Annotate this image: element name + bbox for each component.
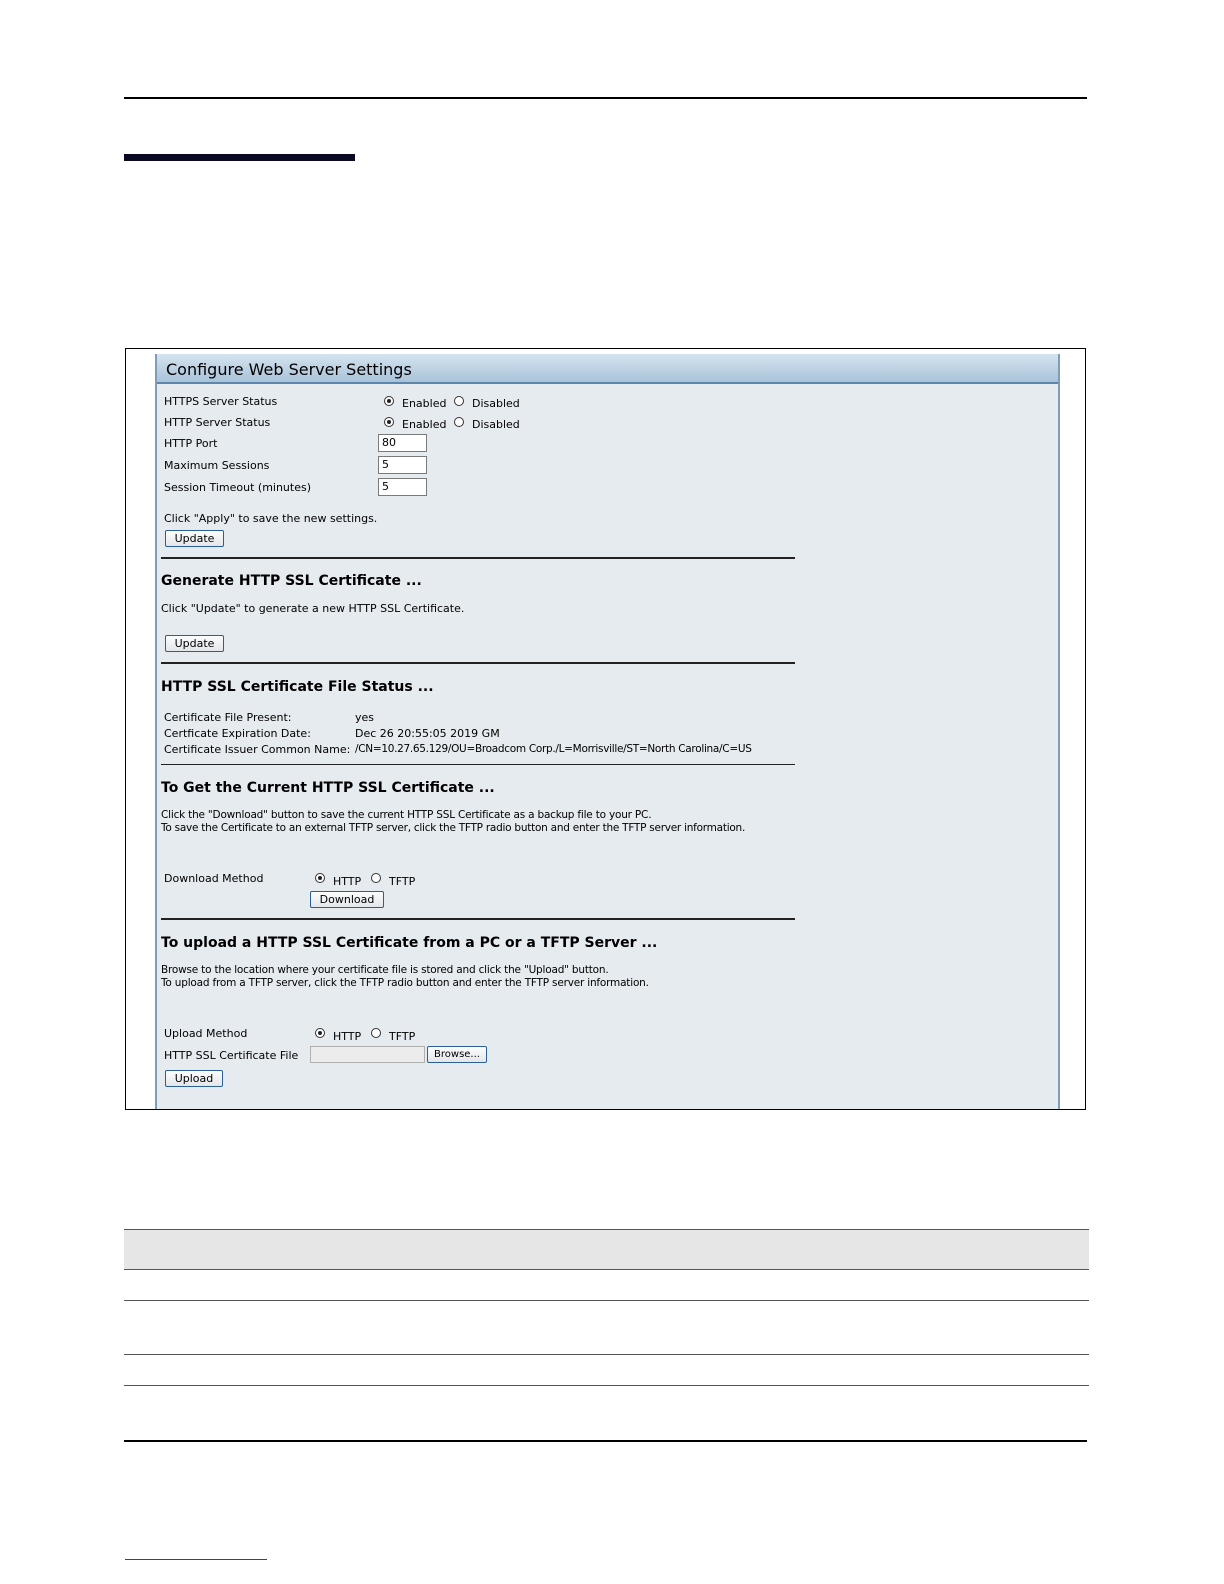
cert-issuer-value: /CN=10.27.65.129/OU=Broadcom Corp./L=Morrisville/ST=North Carolina/C=US [355, 743, 752, 755]
https-disabled-label: Disabled [472, 397, 520, 410]
upload-button[interactable]: Upload [165, 1070, 223, 1087]
table-row-divider [124, 1269, 1089, 1270]
http-disabled-radio[interactable] [454, 417, 464, 427]
download-tftp-radio[interactable] [371, 873, 381, 883]
generate-update-button[interactable]: Update [165, 635, 224, 652]
generate-note: Click "Update" to generate a new HTTP SSL Certificate. [161, 602, 465, 615]
download-http-radio[interactable] [315, 873, 325, 883]
table-header-row [124, 1230, 1089, 1269]
https-disabled-radio[interactable] [454, 396, 464, 406]
cert-status-heading: HTTP SSL Certificate File Status ... [161, 679, 434, 695]
upload-note-1: Browse to the location where your certificate file is stored and click the "Upload" button. [161, 964, 609, 976]
download-http-label: HTTP [333, 875, 362, 888]
section-title-bar [124, 154, 355, 161]
http-status-label: HTTP Server Status [164, 416, 271, 429]
http-enabled-radio[interactable] [384, 417, 394, 427]
max-sessions-input[interactable]: 5 [378, 456, 427, 474]
upload-tftp-label: TFTP [389, 1030, 416, 1043]
cert-present-label: Certificate File Present: [164, 711, 292, 724]
https-enabled-radio[interactable] [384, 396, 394, 406]
section-divider [161, 918, 795, 920]
browse-button[interactable]: Browse... [427, 1046, 487, 1063]
section-divider [161, 557, 795, 559]
table-bottom-rule [124, 1440, 1087, 1442]
cert-expiration-value: Dec 26 20:55:05 2019 GM [355, 727, 500, 740]
screenshot-frame [125, 348, 1086, 1110]
cert-present-value: yes [355, 711, 375, 724]
upload-heading: To upload a HTTP SSL Certificate from a PC or a TFTP Server ... [161, 935, 658, 951]
https-enabled-label: Enabled [402, 397, 447, 410]
upload-method-label: Upload Method [164, 1027, 248, 1040]
apply-note: Click "Apply" to save the new settings. [164, 512, 378, 525]
web-server-settings-panel [155, 354, 1060, 1109]
download-note-2: To save the Certificate to an external TFTP server, click the TFTP radio button and enter the TFTP server information. [161, 822, 746, 834]
upload-http-label: HTTP [333, 1030, 362, 1043]
table-row-divider [124, 1300, 1089, 1301]
upload-file-label: HTTP SSL Certificate File [164, 1049, 299, 1062]
settings-update-button[interactable]: Update [165, 530, 224, 547]
footer-link-underline [125, 1559, 267, 1560]
http-disabled-label: Disabled [472, 418, 520, 431]
upload-http-radio[interactable] [315, 1028, 325, 1038]
generate-heading: Generate HTTP SSL Certificate ... [161, 573, 422, 589]
session-timeout-label: Session Timeout (minutes) [164, 481, 312, 494]
table-row-divider [124, 1354, 1089, 1355]
cert-issuer-label: Certificate Issuer Common Name: [164, 743, 351, 756]
http-enabled-label: Enabled [402, 418, 447, 431]
https-status-label: HTTPS Server Status [164, 395, 278, 408]
upload-file-input[interactable] [310, 1046, 425, 1063]
download-note-1: Click the "Download" button to save the current HTTP SSL Certificate as a backup file to your PC. [161, 809, 652, 821]
section-divider [161, 764, 795, 765]
table-row-divider [124, 1385, 1089, 1386]
download-method-label: Download Method [164, 872, 264, 885]
http-port-input[interactable]: 80 [378, 434, 427, 452]
download-button[interactable]: Download [310, 891, 384, 908]
page-top-rule [124, 97, 1087, 99]
upload-tftp-radio[interactable] [371, 1028, 381, 1038]
download-tftp-label: TFTP [389, 875, 416, 888]
http-port-label: HTTP Port [164, 437, 218, 450]
cert-expiration-label: Certficate Expiration Date: [164, 727, 311, 740]
panel-title: Configure Web Server Settings [166, 360, 412, 379]
download-heading: To Get the Current HTTP SSL Certificate ... [161, 780, 495, 796]
session-timeout-input[interactable]: 5 [378, 478, 427, 496]
section-divider [161, 662, 795, 664]
max-sessions-label: Maximum Sessions [164, 459, 270, 472]
panel-header [157, 354, 1058, 384]
upload-note-2: To upload from a TFTP server, click the TFTP radio button and enter the TFTP server information. [161, 977, 649, 989]
